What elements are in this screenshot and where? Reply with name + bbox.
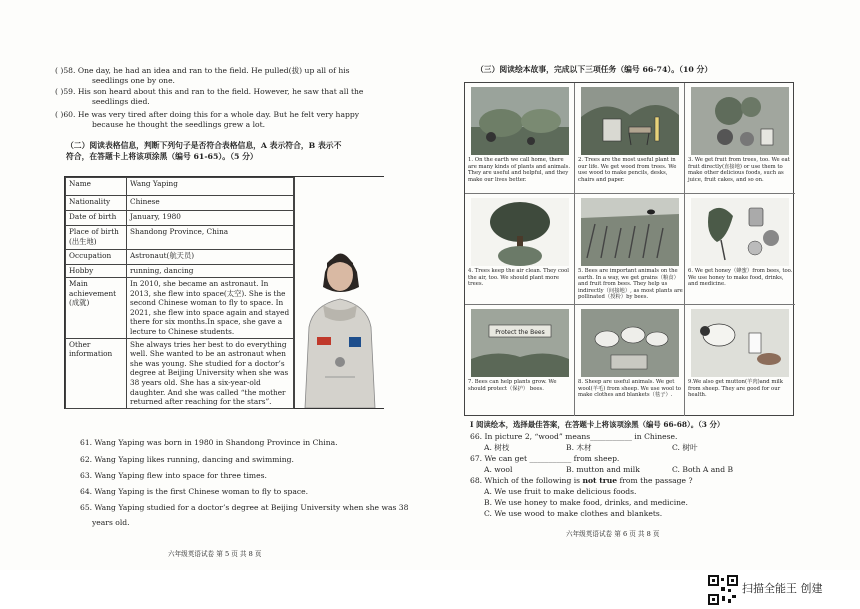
table-row [66,226,294,250]
table-key: Hobby [66,265,127,278]
q66-option-c: C. 树叶 [672,443,698,452]
question-text: His son heard about this and ran to the field. However, he saw that all the [77,87,364,96]
question-text: He was very tired after doing this for a whole day. But he felt very happy [77,110,359,119]
table-key: Place of birth (出生地) [66,226,127,250]
table-row [66,265,294,278]
table-key: Other information [66,338,127,408]
q68-stem-emphasis: not true [582,476,618,485]
earth-landscape-illustration [471,87,569,155]
question-67-stem: 67. We can get ___________ from sheep. [470,454,620,463]
statement-65: 65. Wang Yaping studied for a doctor’s degree at Beijing University when she was 38 [80,503,409,512]
table-key: Date of birth [66,211,127,226]
picture-panel-4 [465,194,575,305]
section2-heading-line2: 符合，在答题卡上将该项涂黑（编号 61-65）。（5 分） [66,152,258,161]
question-number: ( )60. [55,110,76,119]
question-59 [55,87,390,107]
q68-stem-part2: from the passage ? [617,476,693,485]
section2-heading [66,140,396,162]
q68-option-a: A. We use fruit to make delicious foods. [484,487,637,496]
table-key: Main achievement (成就) [66,278,127,339]
protect-bees-illustration [471,309,569,377]
info-table [64,176,384,409]
q66-option-b: B. 木材 [566,443,592,452]
honey-illustration [691,198,789,266]
picture-panel-2 [575,83,685,194]
picture-panel-6 [685,194,795,305]
table-row [66,178,294,196]
panel-caption: 5. Bees are important animals on the earth. In a way, we get grains（粮食）and fruit from bees. They help us indirectly（间接地）, as most plants are pollinated（授粉）by bees. [578,268,683,301]
panel-caption: 6. We get honey（蜂蜜）from bees, too. We use honey to make food, drinks, and medicine. [688,268,793,288]
table-value: Shandong Province, China [127,226,294,250]
table-row [66,211,294,226]
table-row [66,278,294,339]
table-value: Wang Yaping [127,178,294,196]
table-value: She always tries her best to do everything well. She wanted to be an astronaut when she was young. She studied for a doctor’s degree at Beijing University when she was 38 years old. She has a six-year-old daughter. And she was called “the mother returned after reaching for the stars”. [127,338,294,408]
q66-option-a: A. 树枝 [484,443,510,452]
picture-panel-9 [685,305,795,416]
statement-61: 61. Wang Yaping was born in 1980 in Shandong Province in China. [80,438,338,447]
table-key: Name [66,178,127,196]
statement-65-cont: years old. [92,518,130,527]
panel-caption: 8. Sheep are useful animals. We get wool(羊毛) from sheep. We use wool to make clothes and blankets（毯子）. [578,379,681,399]
q67-option-b: B. mutton and milk [566,465,640,474]
question-text-cont: seedlings died. [92,97,150,107]
picture-book-grid [464,82,794,416]
q68-option-c: C. We use wood to make clothes and blankets. [484,509,663,518]
task1-heading: Ⅰ 阅读绘本，选择最佳答案，在答题卡上将该项涂黑（编号 66-68）。（3 分） [470,420,725,429]
q67-option-a: A. wool [484,465,513,474]
picture-panel-7 [465,305,575,416]
question-66-stem: 66. In picture 2, “wood” means___________ in Chinese. [470,432,678,441]
question-text-cont: because he thought the seedlings grew a lot. [92,120,266,130]
question-text-cont: seedlings one by one. [92,76,175,86]
question-text: One day, he had an idea and ran to the field. He pulled(拔) up all of his [77,66,350,75]
statement-64: 64. Wang Yaping is the first Chinese woman to fly to space. [80,487,309,496]
table-row [66,338,294,408]
page-footer: 六年级英语试卷 第 5 页 共 8 页 [168,550,262,558]
section2-heading-line1: （二）阅读表格信息，判断下列句子是否符合表格信息，A 表示符合，B 表示不 [66,141,342,150]
question-number: ( )59. [55,87,76,96]
panel-caption: 4. Trees keep the air clean. They cool the air, too. We should plant more trees. [468,268,569,288]
question-number: ( )58. [55,66,76,75]
table-row [66,196,294,211]
sheep-wool-illustration [581,309,679,377]
panel-caption: 2. Trees are the most useful plant in our life. We get wood from trees. We use wood to make pencils, desks, chairs and paper. [578,157,677,183]
qr-code-icon [708,575,738,605]
picture-panel-8 [575,305,685,416]
section3-heading: （三）阅读绘本故事，完成以下三项任务（编号 66-74）。（10 分） [476,65,713,74]
table-row [66,250,294,265]
panel-caption: 9.We also get mutton(羊肉)and milk from sheep. They are good for our health. [688,379,783,399]
q68-stem-part1: 68. Which of the following is [470,476,583,485]
page-footer: 六年级英语试卷 第 6 页 共 8 页 [566,530,660,538]
table-key: Nationality [66,196,127,211]
picture-panel-3 [685,83,795,194]
panel-caption: 3. We get fruit from trees, too. We eat fruit directly(直接地) or use them to make other delicious foods, such as juice, fruit cakes, and so on. [688,157,790,183]
q68-option-b: B. We use honey to make food, drinks, and medicine. [484,498,688,507]
table-value: running, dancing [127,265,294,278]
table-value: Astronaut(航天员) [127,250,294,265]
left-page [0,0,430,570]
wood-products-illustration [581,87,679,155]
panel-caption: 7. Bees can help plants grow. We should protect（保护） bees. [468,379,557,392]
table-value: January, 1980 [127,211,294,226]
protect-banner-text: Protect the Bees [495,329,545,336]
picture-panel-1 [465,83,575,194]
scanner-watermark-label: 扫描全能王 创建 [742,582,823,595]
question-60 [55,110,390,130]
question-58 [55,66,390,86]
table-value: Chinese [127,196,294,211]
question-68-stem [470,476,693,486]
statement-62: 62. Wang Yaping likes running, dancing and swimming. [80,455,294,464]
table-value: In 2010, she became an astronaut. In 2013, she flew into space(太空). She is the second Chinese woman to fly to space. In 2021, she flew into space again and stayed there for six months.In space, she gave a lecture to Chinese students. [127,278,294,339]
bees-and-crops-illustration [581,198,679,266]
tree-on-earth-illustration [471,198,569,266]
astronaut-photo [294,177,384,408]
table-key: Occupation [66,250,127,265]
picture-panel-5 [575,194,685,305]
q67-option-c: C. Both A and B [672,465,734,474]
panel-caption: 1. On the earth we call home, there are many kinds of plants and animals. They are useful and helpful, and they make our lives better. [468,157,571,183]
statement-63: 63. Wang Yaping flew into space for three times. [80,471,267,480]
mutton-milk-illustration [691,309,789,377]
fruit-illustration [691,87,789,155]
